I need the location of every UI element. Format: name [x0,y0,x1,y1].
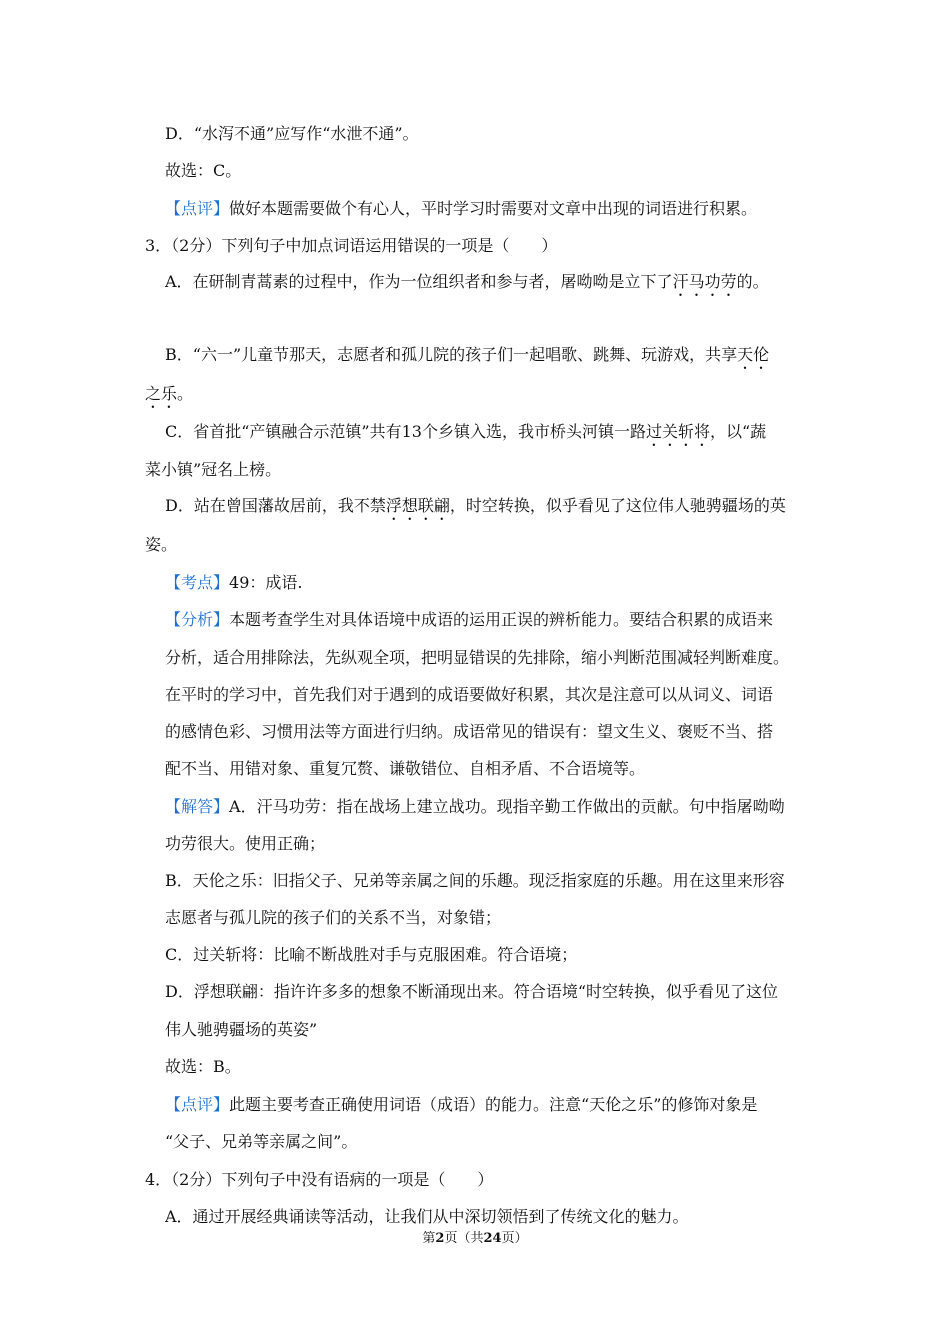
prev-answer: 故选：C。 [165,161,242,180]
emphasized-phrase: 过关斩将 [645,422,710,441]
emphasized-phrase: 浮想联翩 [385,496,450,515]
option-text: 的。 [736,272,769,291]
jieda [165,797,785,817]
jieda-line: B．天伦之乐：旧指父子、兄弟等亲属之间的乐趣。现泛指家庭的乐趣。用在这里来形容 [165,871,785,890]
comment-text: 此题主要考查正确使用词语（成语）的能力。注意“天伦之乐”的修饰对象是 [229,1095,758,1114]
fenxi-line: 的感情色彩、习惯用法等方面进行归纳。成语常见的错误有：望文生义、褒贬不当、搭 [165,722,774,741]
jieda-line: 功劳很大。使用正确； [165,834,326,853]
option-text: B．“六一”儿童节那天，志愿者和孤儿院的孩子们一起唱歌、跳舞、玩游戏，共享 [165,345,738,364]
page-total: 24 [483,1231,502,1246]
jieda-tag: 【解答】 [165,797,230,816]
page-number: 2 [435,1231,445,1246]
footer-text: 页） [501,1231,528,1246]
emphasized-phrase: 之乐 [145,384,178,403]
comment-tag: 【点评】 [165,199,230,218]
jieda-line: D．浮想联翩：指许许多多的想象不断涌现出来。符合语境“时空转换，似乎看见了这位 [165,982,779,1001]
option-text: 。 [177,384,194,403]
q4-option-a: A．通过开展经典诵读等活动，让我们从中深切领悟到了传统文化的魅力。 [165,1207,689,1226]
emphasized-phrase: 天伦 [737,345,770,364]
kaodian [165,573,302,593]
kaodian-text: 49：成语. [229,573,303,592]
jieda-line: 伟人驰骋疆场的英姿” [165,1020,318,1039]
fenxi-line: 在平时的学习中，首先我们对于遇到的成语要做好积累，其次是注意可以从词义、词语 [165,685,774,704]
comment-text: 做好本题需要做个有心人，平时学习时需要对文章中出现的词语进行积累。 [229,199,758,218]
jieda-text: A．汗马功劳：指在战场上建立战功。现指辛勤工作做出的贡献。句中指屠呦呦 [229,797,785,816]
option-text: ，以“蔬 [709,422,767,441]
q3-option-a [165,272,769,300]
jieda-line: 志愿者与孤儿院的孩子们的关系不当，对象错； [165,908,502,927]
fenxi-text: 本题考查学生对具体语境中成语的运用正误的辨析能力。要结合积累的成语来 [229,610,774,629]
q3-answer: 故选：B。 [165,1057,241,1076]
q3-stem: 3．（2分）下列句子中加点词语运用错误的一项是（ ） [145,236,558,255]
q3-option-b [165,345,769,373]
option-text: C．省首批“产镇融合示范镇”共有13个乡镇入选，我市桥头河镇一路 [165,422,646,441]
emphasized-phrase: 汗马功劳 [672,272,737,291]
option-text: A．在研制青蒿素的过程中，作为一位组织者和参与者，屠呦呦是立下了 [165,272,673,291]
jieda-line: C．过关斩将：比喻不断战胜对手与克服困难。符合语境； [165,945,578,964]
q3-option-d [165,496,786,524]
option-text: D．站在曾国藩故居前，我不禁 [165,496,386,515]
q3-option-c-cont: 菜小镇”冠名上榜。 [145,460,282,479]
page-footer [0,1227,950,1246]
fenxi [165,610,773,630]
q4-stem: 4．（2分）下列句子中没有语病的一项是（ ） [145,1170,494,1189]
kaodian-tag: 【考点】 [165,573,230,592]
q3-option-b-cont [145,384,193,412]
footer-text: 页（共 [444,1231,484,1246]
footer-text: 第 [422,1231,436,1246]
option-text: ，时空转换，似乎看见了这位伟人驰骋疆场的英 [449,496,786,515]
fenxi-line: 配不当、用错对象、重复冗赘、谦敬错位、自相矛盾、不合语境等。 [165,759,646,778]
comment-tag: 【点评】 [165,1095,230,1114]
prev-comment [165,199,757,219]
q3-comment [165,1095,757,1115]
q3-comment-cont: “父子、兄弟等亲属之间”。 [165,1132,358,1151]
q3-option-c [165,422,766,450]
prev-option-d: D．“水泻不通”应写作“水泄不通”。 [165,124,419,143]
q3-option-d-cont: 姿。 [145,535,178,554]
fenxi-line: 分析，适合用排除法，先纵观全项，把明显错误的先排除，缩小判断范围减轻判断难度。 [165,648,790,667]
fenxi-tag: 【分析】 [165,610,230,629]
